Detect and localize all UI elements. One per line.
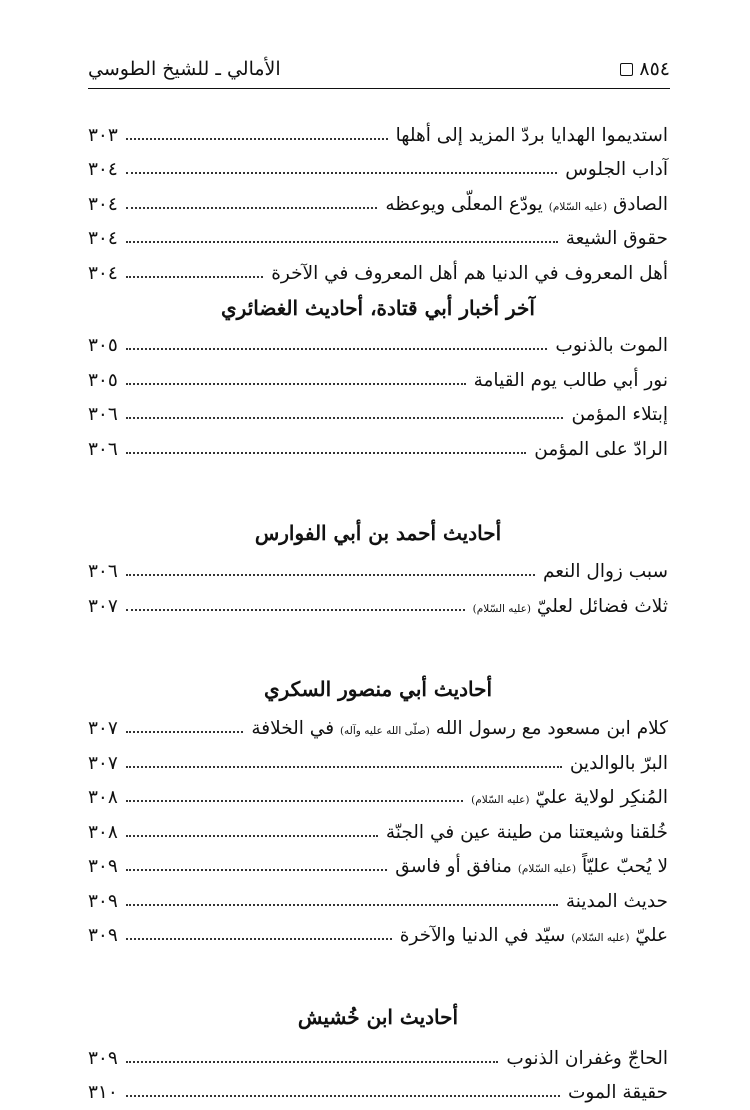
leader-dots [126, 416, 564, 419]
running-title: الأمالي ـ للشيخ الطوسي [88, 52, 281, 86]
toc-entry-title-part: المُنكِر لولاية عليّ [535, 787, 668, 808]
leader-dots [126, 240, 558, 243]
square-ornament-icon [620, 63, 633, 76]
leader-dots [126, 171, 557, 174]
toc-entry-title [473, 596, 668, 617]
toc-entry-title [251, 718, 668, 739]
page-header [88, 52, 670, 89]
toc-entry-page: ٣٠٤ [88, 194, 118, 215]
toc-entry-title [400, 925, 668, 946]
leader-dots [126, 451, 526, 454]
toc-entry[interactable] [88, 398, 668, 433]
toc-entry-title: الحاجّ وغفران الذنوب [506, 1048, 668, 1069]
toc-entry[interactable] [88, 746, 668, 781]
toc-entry[interactable] [88, 329, 668, 364]
toc-entry-title: الرادّ على المؤمن [534, 439, 668, 460]
toc-entry-title: الموت بالذنوب [555, 335, 668, 356]
toc-entry-page: ٣٠٩ [88, 1048, 118, 1069]
toc-entry[interactable] [88, 815, 668, 850]
toc-entry-title: نور أبي طالب يوم القيامة [474, 370, 668, 391]
toc-entry[interactable] [88, 1076, 668, 1110]
page-number-text: ٨٥٤ [639, 52, 670, 86]
toc-entry-page: ٣٠٦ [88, 404, 118, 425]
toc-entry-title-part: في الخلافة [251, 718, 334, 739]
toc-entry-page: ٣٠٩ [88, 925, 118, 946]
leader-dots [126, 799, 463, 802]
toc-entry-title-part: سيّد في الدنيا والآخرة [400, 925, 566, 946]
toc-entry-title: أهل المعروف في الدنيا هم أهل المعروف في الآخرة [271, 263, 668, 284]
toc-entry[interactable] [88, 781, 668, 816]
leader-dots [126, 937, 392, 940]
toc-entry[interactable] [88, 1041, 668, 1076]
toc-entry-title: إبتلاء المؤمن [571, 404, 668, 425]
leader-dots [126, 1094, 560, 1097]
leader-dots [126, 275, 263, 278]
toc-entry-title-part: الصادق [613, 194, 668, 215]
toc-entry-page: ٣٠٤ [88, 228, 118, 249]
toc-entry-title-part: لا يُحبّ عليّاً [582, 856, 668, 877]
honorific: (عليه السّلام) [518, 863, 576, 875]
leader-dots [126, 347, 548, 350]
toc-entry-title: خُلقنا وشيعتنا من طينة عين في الجنّة [386, 822, 668, 843]
toc-entry-title: سبب زوال النعم [543, 561, 668, 582]
leader-dots [126, 834, 378, 837]
toc-entry-title: حديث المدينة [566, 891, 668, 912]
toc-entry[interactable] [88, 589, 668, 624]
toc-entry-title: استديموا الهدايا بردّ المزيد إلى أهلها [396, 125, 668, 146]
toc-entry-title [471, 787, 668, 808]
toc-entry-title-part: عليّ [635, 925, 668, 946]
leader-dots [126, 903, 558, 906]
toc-entry[interactable] [88, 222, 668, 257]
section-heading: أحاديث أبي منصور السكري [88, 666, 668, 712]
toc-entry-page: ٣٠٨ [88, 822, 118, 843]
toc-entry-page: ٣٠٧ [88, 753, 118, 774]
leader-dots [126, 137, 388, 140]
toc-entry-page: ٣٠٤ [88, 263, 118, 284]
toc-entry-page: ٣٠٥ [88, 335, 118, 356]
toc-entry-page: ٣٠٤ [88, 159, 118, 180]
toc-entry-page: ٣١٠ [88, 1082, 118, 1103]
toc-entry-title [385, 194, 668, 215]
leader-dots [126, 765, 562, 768]
toc-entry-title-part: منافق أو فاسق [395, 856, 512, 877]
toc-entry-title: حقوق الشيعة [566, 228, 668, 249]
leader-dots [126, 868, 387, 871]
toc-entry[interactable] [88, 153, 668, 188]
leader-dots [126, 573, 535, 576]
honorific: (عليه السّلام) [471, 794, 529, 806]
toc-entry-title-part: كلام ابن مسعود مع رسول الله [436, 718, 668, 739]
honorific: (عليه السّلام) [571, 932, 629, 944]
toc-entry[interactable] [88, 187, 668, 222]
section-heading: آخر أخبار أبي قتادة، أحاديث الغضائري [88, 291, 668, 329]
toc-entry-page: ٣٠٦ [88, 439, 118, 460]
toc-entry[interactable] [88, 118, 668, 153]
honorific: (عليه السّلام) [549, 201, 607, 213]
toc-entry-title [395, 856, 668, 877]
toc-entry[interactable] [88, 363, 668, 398]
toc-entry-page: ٣٠٣ [88, 125, 118, 146]
leader-dots [126, 206, 378, 209]
toc-entry-page: ٣٠٩ [88, 856, 118, 877]
toc-entry-page: ٣٠٧ [88, 718, 118, 739]
table-of-contents [88, 118, 668, 1110]
toc-entry[interactable] [88, 712, 668, 747]
page-number [620, 52, 670, 86]
toc-entry[interactable] [88, 432, 668, 467]
section-heading: أحاديث أحمد بن أبي الفوارس [88, 511, 668, 555]
leader-dots [126, 1060, 499, 1063]
toc-entry-page: ٣٠٦ [88, 561, 118, 582]
section-heading: أحاديث ابن خُشيش [88, 993, 668, 1041]
honorific: (صلّى الله عليه وآله) [340, 725, 430, 737]
toc-entry[interactable] [88, 884, 668, 919]
toc-entry[interactable] [88, 850, 668, 885]
toc-entry[interactable] [88, 555, 668, 590]
honorific: (عليه السّلام) [473, 603, 531, 615]
toc-entry[interactable] [88, 919, 668, 954]
leader-dots [126, 382, 466, 385]
toc-entry-page: ٣٠٧ [88, 596, 118, 617]
toc-entry[interactable] [88, 256, 668, 291]
toc-entry-page: ٣٠٨ [88, 787, 118, 808]
toc-entry-page: ٣٠٥ [88, 370, 118, 391]
leader-dots [126, 730, 244, 733]
leader-dots [126, 608, 465, 611]
toc-entry-title: حقيقة الموت [568, 1082, 668, 1103]
toc-entry-title: آداب الجلوس [565, 159, 668, 180]
toc-entry-title-part: يودّع المعلّى ويوعظه [385, 194, 542, 215]
toc-entry-title: البرّ بالوالدين [570, 753, 668, 774]
toc-entry-page: ٣٠٩ [88, 891, 118, 912]
toc-entry-title-part: ثلاث فضائل لعليّ [537, 596, 668, 617]
